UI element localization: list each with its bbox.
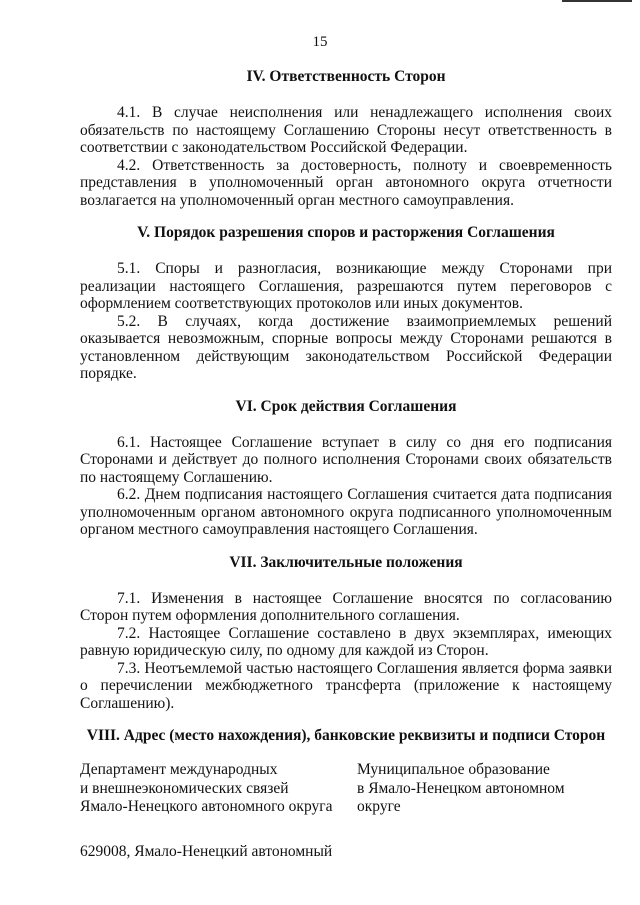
- section-disputes: [80, 223, 612, 383]
- paragraph: 6.1. Настоящее Соглашение вступает в силу со дня его подписания Сторонами и действует до полного исполнения Сторонами своих обязательств по настоящему Соглашению.: [80, 433, 612, 486]
- paragraph: 7.1. Изменения в настоящее Соглашение вносятся по согласованию Сторон путем оформления дополнительного соглашения.: [80, 589, 612, 624]
- section-title: VIII. Адрес (место нахождения), банковские реквизиты и подписи Сторон: [86, 727, 606, 744]
- paragraph: 5.2. В случаях, когда достижение взаимоприемлемых решений оказывается невозможным, спорные вопросы между Сторонами решаются в установленном действующим законодательством Российской Федерации порядке.: [80, 312, 612, 382]
- section-term: [80, 397, 612, 539]
- party-left-line: Департамент международных: [80, 761, 278, 778]
- party-right-line: в Ямало-Ненецком автономном: [357, 779, 565, 797]
- paragraph: 5.1. Споры и разногласия, возникающие между Сторонами при реализации настоящего Соглашения, разрешаются путем переговоров с оформлением соответствующих протоколов или иных документов.: [80, 260, 612, 312]
- paragraph: 6.2. Днем подписания настоящего Соглашения считается дата подписания уполномоченным органом автономного округа подписанного уполномоченным органом местного самоуправления настоящего Соглашения.: [80, 486, 612, 538]
- party-left: [80, 761, 335, 817]
- paragraph: 7.2. Настоящее Соглашение составлено в двух экземплярах, имеющих равную юридическую силу, по одному для каждой из Сторон.: [80, 624, 612, 659]
- party-left-line: и внешнеэкономических связей: [80, 779, 289, 797]
- section-title: VII. Заключительные положения: [229, 553, 463, 571]
- scan-edge-line: [562, 0, 632, 2]
- section-title: VI. Срок действия Соглашения: [235, 397, 457, 415]
- section-responsibility: [80, 67, 612, 209]
- party-right-line: округе: [357, 798, 401, 815]
- section-final-provisions: [80, 553, 612, 713]
- paragraph: 7.3. Неотъемлемой частью настоящего Соглашения является форма заявки о перечислении межбюджетного трансферта (приложение к настоящему Соглашению).: [80, 659, 612, 712]
- party-left-line: Ямало-Ненецкого автономного округа: [80, 798, 333, 815]
- party-columns: [80, 761, 612, 817]
- page-number: 15: [312, 34, 328, 50]
- paragraph: 4.2. Ответственность за достоверность, полноту и своевременность представления в уполномоченный орган автономного округа отчетности возлагается на уполномоченный орган местного самоуправления.: [80, 156, 612, 209]
- paragraph: 4.1. В случае неисполнения или ненадлежащего исполнения своих обязательств по настоящему Соглашению Стороны несут ответственность в соответствии с законодательством Российской Федерации.: [80, 104, 612, 156]
- section-title: V. Порядок разрешения споров и расторжения Соглашения: [137, 224, 555, 241]
- section-title: IV. Ответственность Сторон: [246, 68, 446, 85]
- party-right: [357, 761, 592, 817]
- address-line: 629008, Ямало-Ненецкий автономный: [80, 842, 333, 860]
- document-body: [80, 60, 612, 875]
- party-right-line: Муниципальное образование: [357, 761, 550, 778]
- section-addresses: [80, 726, 612, 861]
